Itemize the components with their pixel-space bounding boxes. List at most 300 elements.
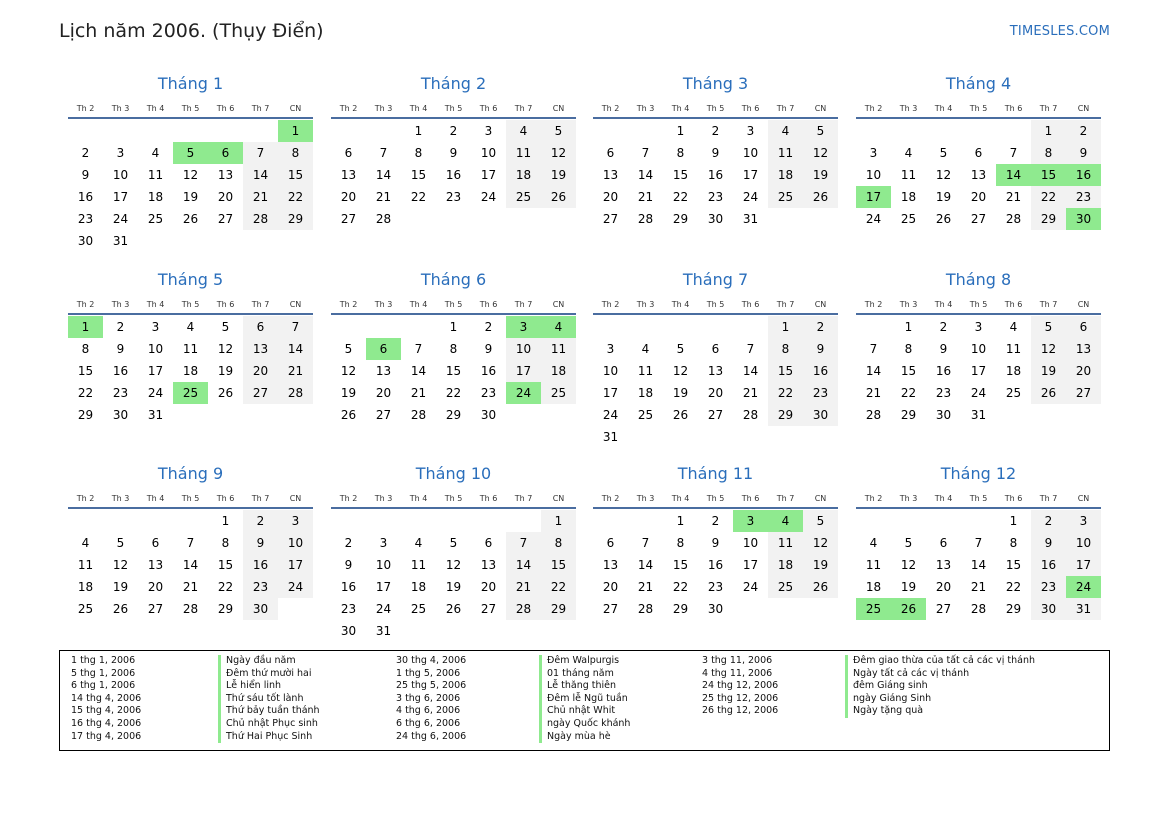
day-cell: 12 bbox=[445, 558, 462, 572]
weekend-day-cell: 2 bbox=[243, 510, 278, 532]
day-cell: 24 bbox=[112, 212, 129, 226]
day-cell: 5 bbox=[939, 146, 948, 160]
day-cell: 4 bbox=[869, 536, 878, 550]
empty-day-cell bbox=[243, 230, 278, 252]
empty-day-cell bbox=[733, 316, 768, 338]
month-block bbox=[856, 463, 1101, 620]
legend-date: 1 thg 5, 2006 bbox=[396, 667, 461, 679]
empty-day-cell bbox=[243, 404, 278, 426]
weekend-day-cell: 3 bbox=[278, 510, 313, 532]
weekend-day-cell: 16 bbox=[803, 360, 838, 382]
weekend-day-cell: 3 bbox=[1066, 510, 1101, 532]
day-cell: 20 bbox=[147, 580, 164, 594]
day-cell: 11 bbox=[147, 168, 164, 182]
weekday-label: CN bbox=[289, 300, 302, 309]
legend-date: 5 thg 1, 2006 bbox=[71, 667, 136, 679]
day-cell: 27 bbox=[602, 212, 619, 226]
weekday-label: Th 4 bbox=[671, 300, 690, 309]
day-cell: 30 bbox=[340, 624, 357, 638]
empty-day-cell bbox=[331, 316, 366, 338]
weekday-label: Th 7 bbox=[514, 300, 533, 309]
weekday-label: Th 2 bbox=[76, 104, 95, 113]
weekend-day-cell: 17 bbox=[1066, 554, 1101, 576]
day-cell: 13 bbox=[602, 558, 619, 572]
day-cell: 4 bbox=[414, 536, 423, 550]
weekend-day-cell: 30 bbox=[803, 404, 838, 426]
weekend-day-cell: 7 bbox=[506, 532, 541, 554]
weekday-label: Th 6 bbox=[741, 494, 760, 503]
week-row bbox=[593, 426, 838, 448]
day-cell: 13 bbox=[217, 168, 234, 182]
day-cell: 6 bbox=[974, 146, 983, 160]
weekend-day-cell: 20 bbox=[243, 360, 278, 382]
day-cell: 1 bbox=[676, 124, 685, 138]
day-cell: 9 bbox=[484, 342, 493, 356]
empty-day-cell bbox=[593, 510, 628, 532]
day-cell: 13 bbox=[340, 168, 357, 182]
day-cell: 5 bbox=[116, 536, 125, 550]
week-row bbox=[331, 186, 576, 208]
legend-holiday-name: Chủ nhật Whit bbox=[539, 705, 630, 718]
day-cell: 10 bbox=[480, 146, 497, 160]
day-cell: 17 bbox=[480, 168, 497, 182]
legend-holiday-name: Chủ nhật Phục sinh bbox=[218, 718, 320, 731]
day-cell: 7 bbox=[974, 536, 983, 550]
day-cell: 16 bbox=[340, 580, 357, 594]
weekend-day-cell: 29 bbox=[541, 598, 576, 620]
week-row bbox=[68, 186, 313, 208]
weekend-day-cell: 20 bbox=[1066, 360, 1101, 382]
holiday-day-cell: 26 bbox=[891, 598, 926, 620]
day-cell: 8 bbox=[676, 146, 685, 160]
weekday-label: CN bbox=[1077, 104, 1090, 113]
legend-holiday-name: đêm Giáng sinh bbox=[845, 680, 1035, 693]
weekday-label: Th 3 bbox=[111, 494, 130, 503]
weekday-label: Th 3 bbox=[899, 494, 918, 503]
month-block bbox=[68, 463, 313, 620]
weekday-label: Th 6 bbox=[741, 300, 760, 309]
legend-holiday-name: ngày Quốc khánh bbox=[539, 718, 630, 731]
empty-day-cell bbox=[173, 230, 208, 252]
weekend-day-cell: 8 bbox=[768, 338, 803, 360]
month-block bbox=[331, 463, 576, 642]
day-cell: 14 bbox=[637, 168, 654, 182]
day-cell: 10 bbox=[375, 558, 392, 572]
day-cell: 7 bbox=[379, 146, 388, 160]
day-cell: 8 bbox=[1009, 536, 1018, 550]
day-cell: 17 bbox=[147, 364, 164, 378]
day-cell: 28 bbox=[410, 408, 427, 422]
empty-day-cell bbox=[506, 620, 541, 642]
weekday-label: Th 2 bbox=[601, 494, 620, 503]
weekend-day-cell: 9 bbox=[803, 338, 838, 360]
week-row bbox=[331, 338, 576, 360]
day-cell: 20 bbox=[480, 580, 497, 594]
weekday-label: Th 5 bbox=[181, 104, 200, 113]
weekday-label: Th 7 bbox=[251, 104, 270, 113]
day-cell: 13 bbox=[707, 364, 724, 378]
day-cell: 15 bbox=[445, 364, 462, 378]
weekday-label: Th 2 bbox=[339, 494, 358, 503]
day-cell: 17 bbox=[742, 168, 759, 182]
day-cell: 4 bbox=[904, 146, 913, 160]
weekday-label: Th 6 bbox=[479, 494, 498, 503]
weekend-day-cell: 14 bbox=[506, 554, 541, 576]
empty-day-cell bbox=[926, 510, 961, 532]
empty-day-cell bbox=[68, 510, 103, 532]
empty-day-cell bbox=[173, 404, 208, 426]
weekday-header bbox=[331, 291, 576, 315]
weekday-label: Th 3 bbox=[111, 300, 130, 309]
weekday-header bbox=[593, 95, 838, 119]
empty-day-cell bbox=[961, 510, 996, 532]
empty-day-cell bbox=[663, 316, 698, 338]
site-link[interactable]: TIMESLES.COM bbox=[1009, 24, 1110, 39]
weekday-label: Th 2 bbox=[76, 494, 95, 503]
week-row bbox=[856, 142, 1101, 164]
day-cell: 19 bbox=[672, 386, 689, 400]
weekday-label: Th 4 bbox=[934, 104, 953, 113]
day-cell: 28 bbox=[375, 212, 392, 226]
legend-holiday-name: Đêm lễ Ngũ tuần bbox=[539, 693, 630, 706]
day-cell: 1 bbox=[414, 124, 423, 138]
day-cell: 28 bbox=[970, 602, 987, 616]
weekday-label: Th 5 bbox=[706, 104, 725, 113]
empty-day-cell bbox=[506, 208, 541, 230]
day-cell: 19 bbox=[935, 190, 952, 204]
day-cell: 10 bbox=[742, 536, 759, 550]
month-block bbox=[593, 463, 838, 620]
day-cell: 31 bbox=[602, 430, 619, 444]
week-row bbox=[68, 404, 313, 426]
week-row bbox=[856, 316, 1101, 338]
weekend-day-cell: 18 bbox=[768, 554, 803, 576]
weekend-day-cell: 22 bbox=[278, 186, 313, 208]
day-cell: 7 bbox=[641, 536, 650, 550]
day-cell: 6 bbox=[606, 536, 615, 550]
weekday-label: Th 7 bbox=[776, 104, 795, 113]
month-title: Tháng 10 bbox=[415, 464, 492, 483]
weekday-label: Th 6 bbox=[216, 104, 235, 113]
empty-day-cell bbox=[401, 510, 436, 532]
weekend-day-cell: 31 bbox=[1066, 598, 1101, 620]
day-cell: 27 bbox=[480, 602, 497, 616]
weekend-day-cell: 10 bbox=[506, 338, 541, 360]
day-cell: 28 bbox=[865, 408, 882, 422]
weekend-day-cell: 30 bbox=[243, 598, 278, 620]
day-cell: 24 bbox=[970, 386, 987, 400]
day-cell: 10 bbox=[147, 342, 164, 356]
day-cell: 3 bbox=[116, 146, 125, 160]
day-cell: 25 bbox=[77, 602, 94, 616]
weekend-day-cell: 30 bbox=[1031, 598, 1066, 620]
day-cell: 12 bbox=[900, 558, 917, 572]
weekend-day-cell: 26 bbox=[803, 186, 838, 208]
empty-day-cell bbox=[803, 208, 838, 230]
day-cell: 31 bbox=[970, 408, 987, 422]
weekday-label: Th 5 bbox=[969, 104, 988, 113]
weekend-day-cell: 8 bbox=[1031, 142, 1066, 164]
day-cell: 12 bbox=[672, 364, 689, 378]
day-cell: 3 bbox=[974, 320, 983, 334]
weekend-day-cell: 4 bbox=[768, 120, 803, 142]
legend-date: 6 thg 6, 2006 bbox=[396, 717, 461, 729]
day-cell: 23 bbox=[707, 190, 724, 204]
weekend-day-cell: 5 bbox=[1031, 316, 1066, 338]
legend-holiday-name: ngày Giáng Sinh bbox=[845, 693, 1035, 706]
day-cell: 3 bbox=[379, 536, 388, 550]
day-cell: 24 bbox=[375, 602, 392, 616]
legend-dates-col-3 bbox=[702, 655, 778, 718]
day-cell: 6 bbox=[939, 536, 948, 550]
weekday-label: Th 2 bbox=[864, 104, 883, 113]
day-cell: 4 bbox=[186, 320, 195, 334]
day-cell: 23 bbox=[445, 190, 462, 204]
legend-holiday-name: 01 tháng năm bbox=[539, 668, 630, 681]
day-cell: 22 bbox=[217, 580, 234, 594]
day-cell: 3 bbox=[484, 124, 493, 138]
weekday-label: Th 6 bbox=[741, 104, 760, 113]
weekend-day-cell: 5 bbox=[541, 120, 576, 142]
day-cell: 31 bbox=[375, 624, 392, 638]
day-cell: 26 bbox=[672, 408, 689, 422]
weekday-label: Th 5 bbox=[969, 494, 988, 503]
day-cell: 15 bbox=[900, 364, 917, 378]
day-cell: 29 bbox=[672, 602, 689, 616]
weekday-label: Th 5 bbox=[181, 300, 200, 309]
day-cell: 28 bbox=[637, 212, 654, 226]
day-cell: 18 bbox=[900, 190, 917, 204]
weekday-label: Th 7 bbox=[514, 494, 533, 503]
weekend-day-cell: 28 bbox=[278, 382, 313, 404]
empty-day-cell bbox=[996, 120, 1031, 142]
holiday-day-cell: 16 bbox=[1066, 164, 1101, 186]
weekday-label: Th 5 bbox=[444, 104, 463, 113]
weekend-day-cell: 9 bbox=[243, 532, 278, 554]
month-title: Tháng 6 bbox=[420, 270, 487, 289]
weekend-day-cell: 15 bbox=[278, 164, 313, 186]
empty-day-cell bbox=[401, 620, 436, 642]
weekday-label: Th 4 bbox=[409, 300, 428, 309]
day-cell: 9 bbox=[711, 536, 720, 550]
weekday-label: CN bbox=[1077, 300, 1090, 309]
weekend-day-cell: 16 bbox=[1031, 554, 1066, 576]
month-title: Tháng 9 bbox=[157, 464, 224, 483]
week-row bbox=[593, 404, 838, 426]
week-row bbox=[68, 120, 313, 142]
month-block bbox=[856, 269, 1101, 426]
day-cell: 25 bbox=[900, 212, 917, 226]
month-block bbox=[68, 73, 313, 252]
empty-day-cell bbox=[366, 510, 401, 532]
day-cell: 20 bbox=[602, 580, 619, 594]
day-cell: 24 bbox=[742, 190, 759, 204]
day-cell: 29 bbox=[217, 602, 234, 616]
legend-holiday-name: Ngày tất cả các vị thánh bbox=[845, 668, 1035, 681]
weekday-label: Th 6 bbox=[216, 300, 235, 309]
empty-day-cell bbox=[628, 120, 663, 142]
week-row bbox=[593, 360, 838, 382]
weekend-day-cell: 28 bbox=[506, 598, 541, 620]
weekday-header bbox=[856, 485, 1101, 509]
day-cell: 27 bbox=[340, 212, 357, 226]
weekend-day-cell: 2 bbox=[1031, 510, 1066, 532]
weekend-day-cell: 2 bbox=[1066, 120, 1101, 142]
empty-day-cell bbox=[926, 120, 961, 142]
weekday-label: Th 6 bbox=[1004, 494, 1023, 503]
day-cell: 5 bbox=[344, 342, 353, 356]
weekday-label: Th 2 bbox=[339, 104, 358, 113]
day-cell: 7 bbox=[1009, 146, 1018, 160]
day-cell: 29 bbox=[445, 408, 462, 422]
weekday-label: Th 2 bbox=[864, 494, 883, 503]
day-cell: 2 bbox=[116, 320, 125, 334]
day-cell: 9 bbox=[81, 168, 90, 182]
empty-day-cell bbox=[138, 510, 173, 532]
weekday-header bbox=[331, 485, 576, 509]
week-row bbox=[856, 576, 1101, 598]
day-cell: 11 bbox=[637, 364, 654, 378]
day-cell: 20 bbox=[935, 580, 952, 594]
empty-day-cell bbox=[768, 598, 803, 620]
weekend-day-cell: 9 bbox=[1066, 142, 1101, 164]
week-row bbox=[68, 208, 313, 230]
legend-holiday-name: Lễ hiển linh bbox=[218, 680, 320, 693]
holiday-day-cell: 15 bbox=[1031, 164, 1066, 186]
day-cell: 26 bbox=[935, 212, 952, 226]
day-cell: 19 bbox=[217, 364, 234, 378]
day-cell: 18 bbox=[637, 386, 654, 400]
weekend-day-cell: 25 bbox=[768, 186, 803, 208]
weekend-day-cell: 23 bbox=[1031, 576, 1066, 598]
day-cell: 13 bbox=[375, 364, 392, 378]
weekend-day-cell: 12 bbox=[1031, 338, 1066, 360]
legend-date: 6 thg 1, 2006 bbox=[71, 680, 136, 692]
day-cell: 28 bbox=[742, 408, 759, 422]
month-title: Tháng 2 bbox=[420, 74, 487, 93]
weekday-label: Th 3 bbox=[636, 300, 655, 309]
weekend-day-cell: 19 bbox=[803, 164, 838, 186]
empty-day-cell bbox=[506, 510, 541, 532]
day-cell: 5 bbox=[904, 536, 913, 550]
holiday-day-cell: 1 bbox=[278, 120, 313, 142]
legend-date: 25 thg 12, 2006 bbox=[702, 692, 779, 704]
week-row bbox=[331, 554, 576, 576]
legend-holiday-name: Đêm thứ mười hai bbox=[218, 668, 320, 681]
day-cell: 28 bbox=[1005, 212, 1022, 226]
week-row bbox=[331, 620, 576, 642]
day-cell: 8 bbox=[81, 342, 90, 356]
weekday-header bbox=[593, 485, 838, 509]
day-cell: 16 bbox=[707, 558, 724, 572]
week-row bbox=[331, 208, 576, 230]
day-cell: 21 bbox=[1005, 190, 1022, 204]
weekday-label: Th 6 bbox=[1004, 300, 1023, 309]
day-cell: 4 bbox=[151, 146, 160, 160]
month-title: Tháng 4 bbox=[945, 74, 1012, 93]
empty-day-cell bbox=[138, 120, 173, 142]
empty-day-cell bbox=[471, 208, 506, 230]
empty-day-cell bbox=[628, 426, 663, 448]
empty-day-cell bbox=[68, 120, 103, 142]
weekday-label: Th 7 bbox=[1039, 104, 1058, 113]
week-row bbox=[68, 532, 313, 554]
day-cell: 14 bbox=[742, 364, 759, 378]
day-cell: 18 bbox=[1005, 364, 1022, 378]
day-cell: 29 bbox=[77, 408, 94, 422]
weekend-day-cell: 1 bbox=[768, 316, 803, 338]
day-cell: 10 bbox=[742, 146, 759, 160]
weekday-label: Th 5 bbox=[969, 300, 988, 309]
holiday-day-cell: 24 bbox=[1066, 576, 1101, 598]
weekday-header bbox=[68, 485, 313, 509]
legend-date: 25 thg 5, 2006 bbox=[396, 680, 467, 692]
weekend-day-cell: 15 bbox=[541, 554, 576, 576]
day-cell: 20 bbox=[375, 386, 392, 400]
empty-day-cell bbox=[768, 426, 803, 448]
empty-day-cell bbox=[243, 120, 278, 142]
legend-holiday-name: Đêm giao thừa của tất cả các vị thánh bbox=[845, 655, 1035, 668]
weekend-day-cell: 12 bbox=[803, 532, 838, 554]
holiday-day-cell: 17 bbox=[856, 186, 891, 208]
weekday-label: CN bbox=[552, 494, 565, 503]
week-row bbox=[331, 404, 576, 426]
weekend-day-cell: 18 bbox=[768, 164, 803, 186]
holiday-day-cell: 5 bbox=[173, 142, 208, 164]
day-cell: 11 bbox=[410, 558, 427, 572]
weekend-day-cell: 27 bbox=[243, 382, 278, 404]
day-cell: 31 bbox=[112, 234, 129, 248]
day-cell: 29 bbox=[900, 408, 917, 422]
day-cell: 27 bbox=[970, 212, 987, 226]
legend-date: 1 thg 1, 2006 bbox=[71, 655, 136, 666]
day-cell: 20 bbox=[602, 190, 619, 204]
day-cell: 4 bbox=[641, 342, 650, 356]
weekday-label: Th 3 bbox=[374, 104, 393, 113]
day-cell: 24 bbox=[742, 580, 759, 594]
day-cell: 30 bbox=[707, 602, 724, 616]
week-row bbox=[856, 338, 1101, 360]
empty-day-cell bbox=[628, 510, 663, 532]
weekday-label: Th 5 bbox=[706, 300, 725, 309]
empty-day-cell bbox=[698, 426, 733, 448]
week-row bbox=[593, 338, 838, 360]
day-cell: 5 bbox=[449, 536, 458, 550]
week-row bbox=[856, 598, 1101, 620]
day-cell: 22 bbox=[672, 190, 689, 204]
week-row bbox=[331, 510, 576, 532]
day-cell: 9 bbox=[939, 342, 948, 356]
week-row bbox=[593, 382, 838, 404]
legend-names-col-3 bbox=[845, 655, 1035, 718]
week-row bbox=[593, 120, 838, 142]
day-cell: 11 bbox=[1005, 342, 1022, 356]
weekday-label: Th 4 bbox=[671, 494, 690, 503]
holiday-day-cell: 14 bbox=[996, 164, 1031, 186]
weekday-label: Th 5 bbox=[444, 300, 463, 309]
day-cell: 18 bbox=[147, 190, 164, 204]
empty-day-cell bbox=[1031, 404, 1066, 426]
day-cell: 31 bbox=[147, 408, 164, 422]
empty-day-cell bbox=[891, 510, 926, 532]
weekday-label: Th 4 bbox=[146, 104, 165, 113]
weekday-label: Th 2 bbox=[339, 300, 358, 309]
weekend-day-cell: 10 bbox=[1066, 532, 1101, 554]
day-cell: 20 bbox=[217, 190, 234, 204]
day-cell: 27 bbox=[935, 602, 952, 616]
weekend-day-cell: 12 bbox=[541, 142, 576, 164]
legend-dates-col-1 bbox=[71, 655, 141, 743]
